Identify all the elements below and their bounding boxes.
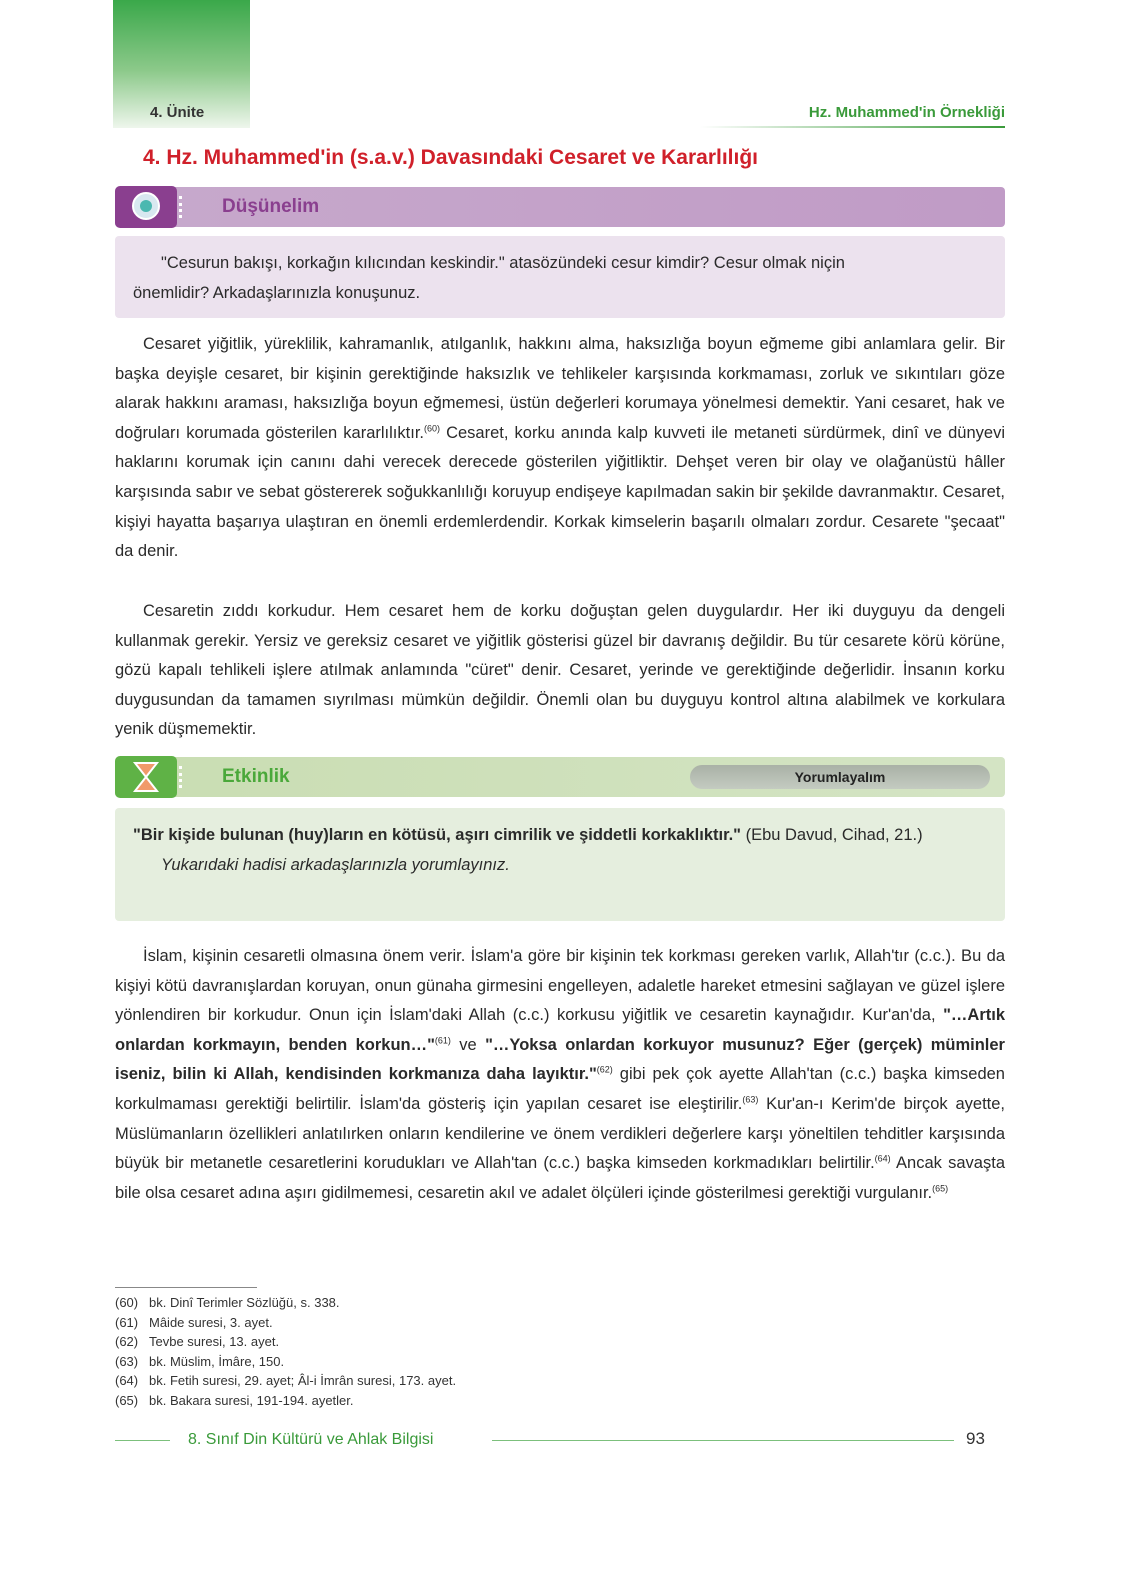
- footnote-text: Tevbe suresi, 13. ayet.: [149, 1334, 280, 1349]
- text: Cesaret yiğitlik, yüreklilik, kahramanlık, atılganlık, hakkını alma, haksızlığa boyun eğmeme gibi anlamlara gelir. Bir başka deyişle cesaret, bir kişinin gerektiğinde haksızlık ve tehlikeler karşısında korkmaması, zorluk ve sıkıntıları göze alarak hakkını araması, haksızlığa boyun eğmemesi, üstün değerleri korumaya yönelmesi demektir. Yani cesaret, hak ve doğruları korumada gösterilen kararlılıktır.: [115, 335, 1005, 442]
- paragraph-2: Cesaretin zıddı korkudur. Hem cesaret hem de korku doğuştan gelen duygulardır. Her iki duyguyu da dengeli kullanmak gerekir. Yersiz ve gereksiz cesaret ve yiğitlik gösterisi güzel bir davranış değildir. Bu tür cesarete körü körüne, gözü kapalı tehlikeli işlere atılmak anlamında "cüret" denir. Cesaret, yerinde ve gerektiğinde değerlidir. İnsanın korku duygusundan da tamamen sıyrılması mümkün değildir. Önemli olan bu duyguyu kontrol altına alabilmek ve korkulara yenik düşmemektir.: [115, 602, 1005, 739]
- footnote-number: (63): [115, 1353, 139, 1369]
- header-divider: [700, 126, 1005, 128]
- text: Ancak savaşta bile olsa cesaret adına aşırı gidilmemesi, cesaretin akıl ve adalet ölçüleri içinde gösterilmesi gerektiği vurgulanır.: [115, 1154, 1005, 1202]
- footnote-ref: (60): [423, 423, 440, 434]
- footnote-text: bk. Müslim, İmâre, 150.: [149, 1353, 285, 1369]
- hadith-source: (Ebu Davud, Cihad, 21.): [741, 826, 923, 844]
- footer-line: [492, 1440, 954, 1441]
- activity-instruction: Yukarıdaki hadisi arkadaşlarınızla yorumlayınız.: [161, 856, 510, 874]
- etkinlik-label: Etkinlik: [222, 766, 290, 787]
- paragraph-1: [115, 330, 1005, 567]
- footnote: [115, 1352, 456, 1372]
- footnote: [115, 1313, 456, 1333]
- footnote: [115, 1293, 456, 1313]
- etkinlik-banner: [115, 757, 1005, 797]
- dusunelim-text-2: önemlidir? Arkadaşlarınızla konuşunuz.: [133, 284, 421, 302]
- footnote-ref: (64): [874, 1153, 891, 1164]
- text: İslam, kişinin cesaretli olmasına önem verir. İslam'a göre bir kişinin tek korkması gereken varlık, Allah'tır (c.c.). Bu da kişiyi kötü davranışlardan koruyan, onun günaha girmesini engelleyen, adaletle hareket etmesini sağlayan ve güzel işlere yönlendiren bir korkudur. Onun için İslam'daki Allah (c.c.) korkusu yiğitlik ve cesaretin kaynağıdır. Kur'an'da,: [115, 947, 1005, 1025]
- footnote-ref: (65): [932, 1183, 949, 1194]
- footnote-divider: [115, 1287, 257, 1288]
- dusunelim-label: Düşünelim: [222, 196, 320, 217]
- etkinlik-box: [115, 808, 1005, 921]
- footnote-number: (62): [115, 1334, 139, 1349]
- hadith-quote: "Bir kişide bulunan (huy)ların en kötüsü, aşırı cimrilik ve şiddetli korkaklıktır.": [133, 826, 741, 844]
- activity-tag: Yorumlayalım: [690, 765, 990, 789]
- text: gibi pek çok ayette Allah'tan (c.c.) başka kimseden korkulmaması gerektiği belirtilir. İslam'da gösteriş için yapılan cesaret ise eleştirilir.: [115, 1065, 1005, 1113]
- hourglass-icon: [115, 756, 177, 798]
- running-header: Hz. Muhammed'in Örnekliği: [808, 104, 1005, 121]
- dots-divider: [179, 766, 186, 788]
- footnote-number: (60): [115, 1295, 139, 1310]
- dusunelim-box: [115, 236, 1005, 318]
- footnote-ref: (61): [434, 1035, 451, 1046]
- footer-line: [115, 1440, 170, 1441]
- footnote: [115, 1391, 456, 1411]
- footnote-number: (61): [115, 1314, 139, 1330]
- dusunelim-text: "Cesurun bakışı, korkağın kılıcından keskindir." atasözündeki cesur kimdir? Cesur olmak niçin: [161, 254, 845, 272]
- verse-quote: "…Artık onlardan korkmayın, benden korkun…": [115, 1006, 1005, 1054]
- footnote-number: (64): [115, 1373, 139, 1388]
- footnotes: [115, 1293, 456, 1410]
- footnote-text: bk. Dinî Terimler Sözlüğü, s. 338.: [149, 1295, 340, 1310]
- verse-quote: "…Yoksa onlardan korkuyor musunuz? Eğer (gerçek) müminler iseniz, bilin ki Allah, kendisinden korkmanıza daha layıktır.": [115, 1035, 1005, 1084]
- footnote: [115, 1332, 456, 1352]
- footnote-ref: (63): [742, 1094, 759, 1105]
- page-number: 93: [966, 1429, 985, 1448]
- dots-divider: [179, 196, 186, 218]
- section-title: 4. Hz. Muhammed'in (s.a.v.) Davasındaki Cesaret ve Kararlılığı: [143, 146, 758, 169]
- text: Kur'an-ı Kerim'de birçok ayette, Müslümanların özellikleri anlatılırken onların kendilerine ve önem verdikleri değerlere karşı yöneltilen tehditler karşısında büyük bir metanetle cesaretlerini korudukları ve Allah'tan (c.c.) başka kimseden korkmadıkları belirtilir.: [115, 1094, 1005, 1173]
- text: Cesaret, korku anında kalp kuvveti ile metaneti sürdürmek, dinî ve dünyevi haklarını korumak için canını dahi verecek derecede gösterilen yiğitliktir. Dehşet veren bir olay ve olağanüstü hâller karşısında sabır ve sebat göstererek soğukkanlılığı koruyup endişeye kapılmadan sakin bir şekilde davranmaktır. Cesaret, kişiyi hayatta başarıya ulaştıran en önemli erdemlerdendir. Korkak kimselerin başarılı olmaları zordur. Cesarete "şecaat" da denir.: [115, 423, 1005, 561]
- footnote-text: Mâide suresi, 3. ayet.: [149, 1314, 273, 1330]
- footnote-text: bk. Bakara suresi, 191-194. ayetler.: [149, 1392, 354, 1408]
- text: ve: [450, 1035, 486, 1054]
- dusunelim-banner: [115, 187, 1005, 227]
- footnote-number: (65): [115, 1392, 139, 1408]
- footnote-ref: (62): [596, 1064, 613, 1075]
- footer-book-title: 8. Sınıf Din Kültürü ve Ahlak Bilgisi: [188, 1431, 434, 1448]
- thinking-icon: [115, 186, 177, 228]
- footnote-text: bk. Fetih suresi, 29. ayet; Âl-i İmrân suresi, 173. ayet.: [149, 1373, 457, 1388]
- unit-label: 4. Ünite: [150, 104, 205, 121]
- footnote: [115, 1371, 456, 1391]
- paragraph-3: [115, 942, 1005, 1208]
